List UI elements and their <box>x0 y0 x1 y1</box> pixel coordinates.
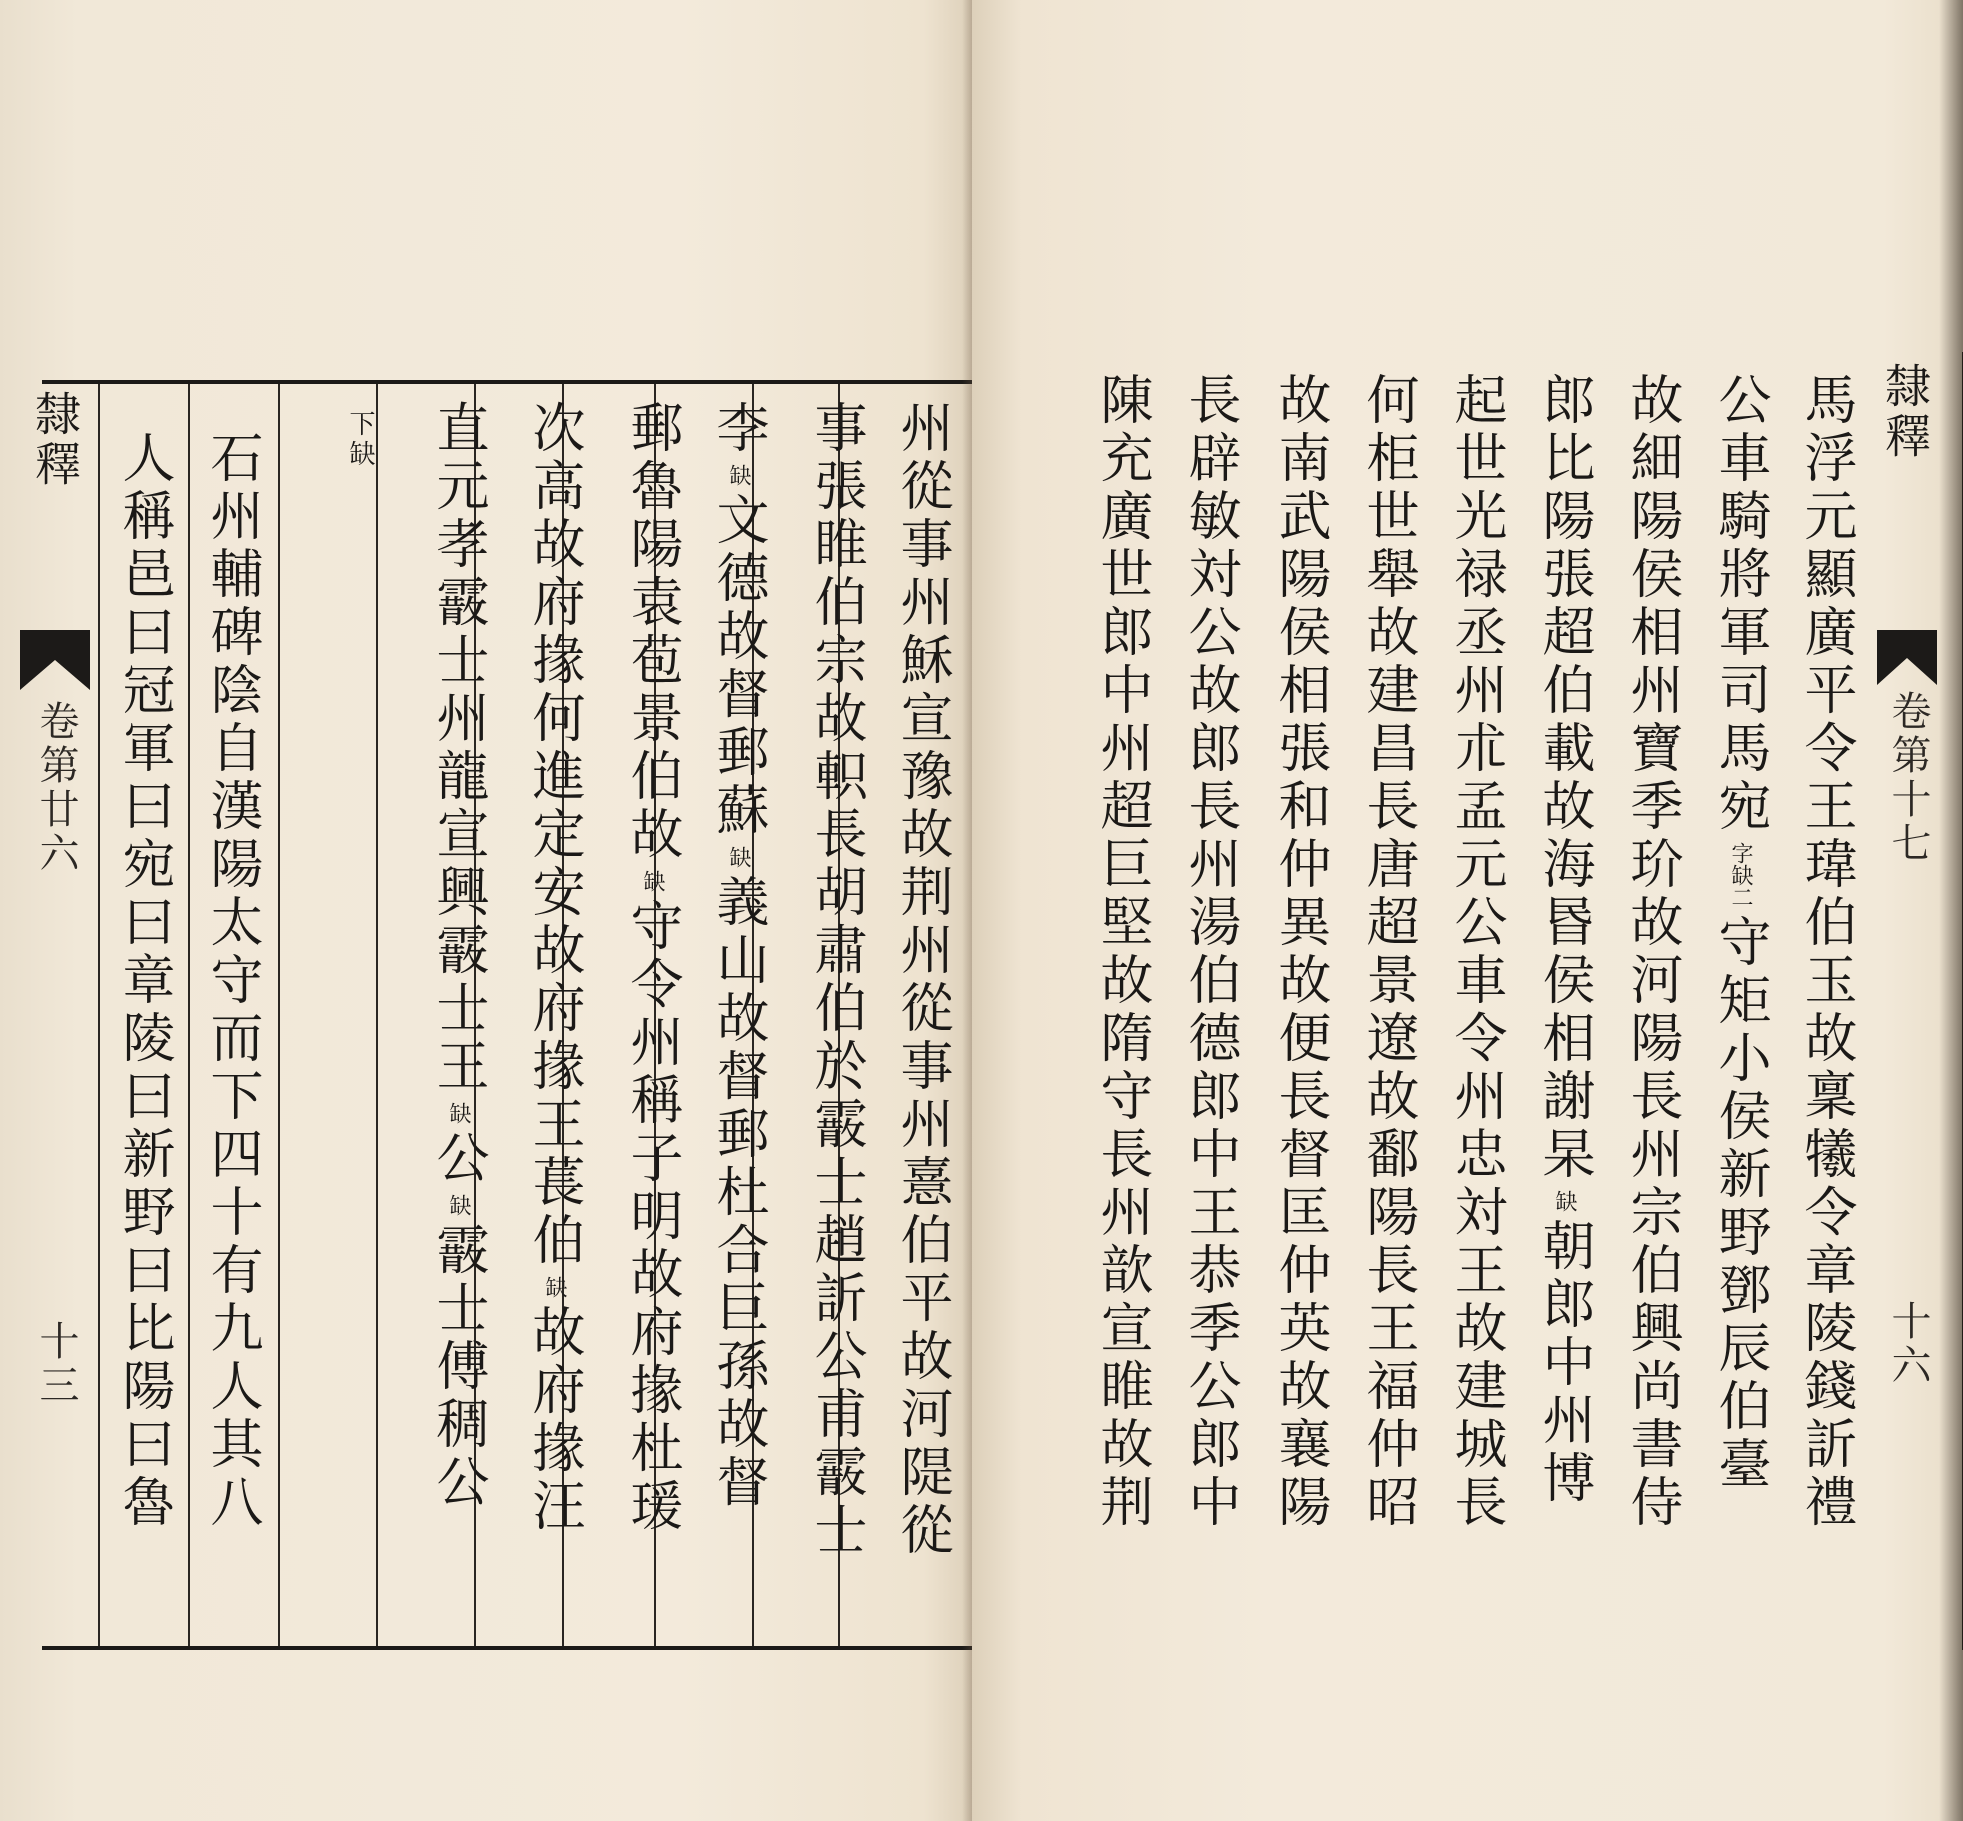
left-page <box>0 0 972 1821</box>
text-column: 事張睢伯宗故軹長胡肅伯於霰士趙訢公甫霰士 <box>806 400 867 1560</box>
fishtail-ornament <box>1877 630 1937 685</box>
text-column: 郎比陽張超伯載故海昬侯相謝杲缺朝郎中州博 <box>1534 372 1595 1508</box>
text-column: 公車騎將軍司馬宛字缺二守矩小侯新野鄧辰伯臺 <box>1710 372 1771 1494</box>
text-column: 何柜世舉故建昌長唐超景遼故鄱陽長王福仲昭 <box>1358 372 1419 1532</box>
volume-label: 卷第十七 <box>1885 690 1931 866</box>
volume-label: 卷第廿六 <box>33 700 79 876</box>
text-column: 陳充廣世郎中州超巨堅故隋守長州歆宣睢故荆 <box>1092 372 1153 1532</box>
text-column: 次高故府掾何進定安故府掾王萇伯缺故府掾汪 <box>524 400 585 1536</box>
text-column: 石州輔碑陰自漢陽太守而下四十有九人其八 <box>202 430 263 1532</box>
book-title: 隸釋 <box>28 390 82 490</box>
text-column: 州從事州穌宣豫故荆州從事州憙伯平故河隄從 <box>892 400 953 1560</box>
right-page <box>972 0 1963 1821</box>
lacuna-note: 下缺 <box>345 410 375 470</box>
page-edge-shadow <box>1939 0 1963 1821</box>
page-number: 十六 <box>1885 1300 1931 1388</box>
text-column: 直元孝霰士州龍宣興霰士王缺公缺霰士傅稠公 <box>428 400 489 1512</box>
fishtail-ornament <box>20 630 90 690</box>
text-column: 郵魯陽袁苞景伯故缺守令州稱子明故府掾杜瑗 <box>622 400 683 1536</box>
text-column: 人稱邑曰冠軍曰宛曰章陵曰新野曰比陽曰魯 <box>114 430 175 1532</box>
page-number: 十三 <box>33 1320 79 1408</box>
text-column: 李缺文德故督郵蘇缺義山故督郵杜合巨孫故督 <box>708 400 769 1512</box>
text-column: 起世光禄丞州朮孟元公車令州忠対王故建城長 <box>1446 372 1507 1532</box>
text-column: 故細陽侯相州寶季玠故河陽長州宗伯興尚書侍 <box>1622 372 1683 1532</box>
text-column: 馬浮元顯廣平令王瑋伯玉故稟犧令章陵錢訢禮 <box>1796 372 1857 1532</box>
book-title: 隸釋 <box>1878 362 1932 462</box>
text-column: 故南武陽侯相張和仲異故便長督匡仲英故襄陽 <box>1270 372 1331 1532</box>
text-column: 長辟敏対公故郎長州湯伯德郎中王恭季公郎中 <box>1180 372 1241 1532</box>
